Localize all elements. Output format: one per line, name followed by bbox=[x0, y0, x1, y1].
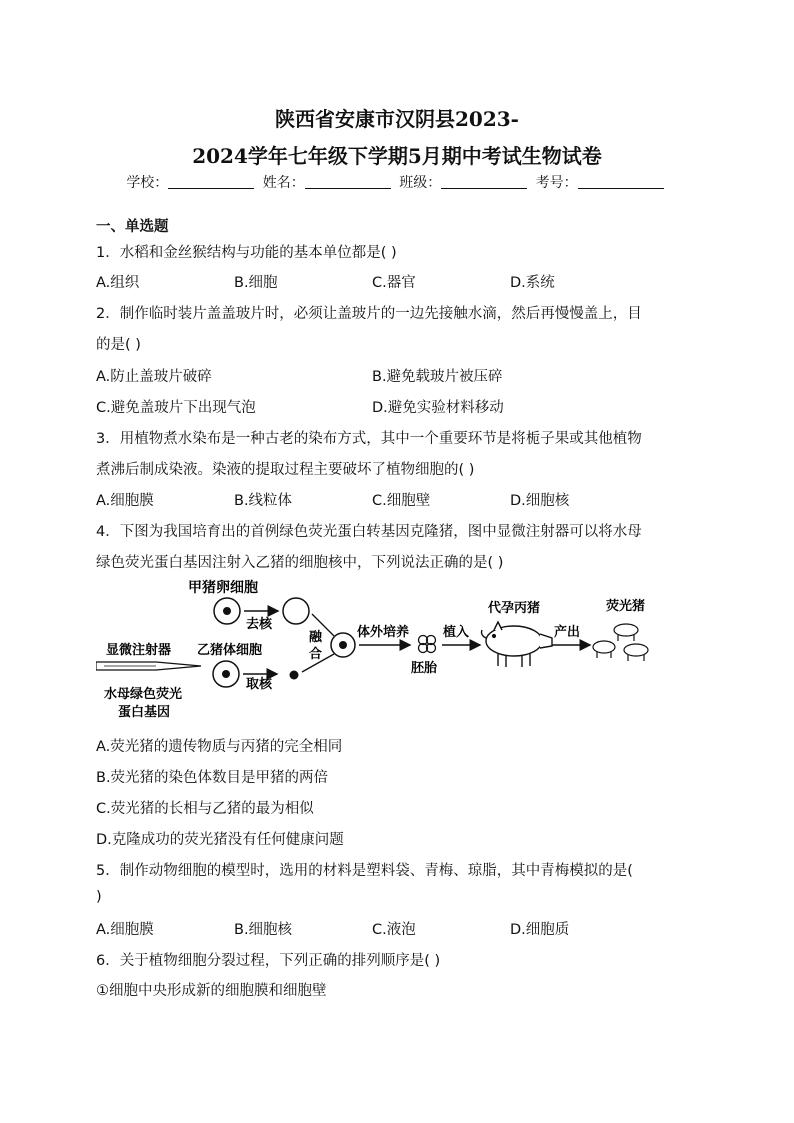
q3-stem-line-1: 3．用植物煮水染布是一种古老的染布方式，其中一个重要环节是将栀子果或其他植物 bbox=[96, 431, 642, 447]
cloning-diagram bbox=[96, 574, 666, 724]
result-label: 荧光猪 bbox=[606, 599, 646, 614]
school-blank[interactable] bbox=[168, 174, 254, 189]
q5-stem-line-1: 5．制作动物细胞的模型时，选用的材料是塑料袋、青梅、琼脂，其中青梅模拟的是( bbox=[96, 863, 633, 879]
student-info bbox=[0, 172, 794, 192]
enucleated-egg bbox=[283, 598, 309, 624]
school-label: 学校： bbox=[126, 175, 169, 191]
q5-option-d[interactable]: D.细胞质 bbox=[510, 922, 570, 938]
name-label: 姓名： bbox=[262, 175, 305, 191]
class-label: 班级： bbox=[399, 175, 442, 191]
extracted-nucleus bbox=[290, 671, 299, 680]
q3-option-b[interactable]: B.线粒体 bbox=[234, 493, 293, 509]
name-blank[interactable] bbox=[305, 174, 391, 189]
q1-option-a[interactable]: A.组织 bbox=[96, 275, 140, 291]
fuse-label-1: 融 bbox=[309, 630, 323, 645]
q2-option-b[interactable]: B.避免载玻片被压碎 bbox=[372, 369, 503, 385]
embryo-icon bbox=[419, 636, 436, 653]
class-blank[interactable] bbox=[441, 174, 527, 189]
exam-no-label: 考号： bbox=[535, 175, 578, 191]
title-line-2: 2024学年七年级下学期5月期中考试生物试卷 bbox=[192, 144, 602, 168]
remove-nucleus-label: 去核 bbox=[246, 617, 273, 632]
egg-cell-label: 甲猪卵细胞 bbox=[188, 580, 258, 596]
q1-stem: 1．水稻和金丝猴结构与功能的基本单位都是( ) bbox=[96, 245, 397, 261]
q5-option-b[interactable]: B.细胞核 bbox=[234, 922, 293, 938]
q2-stem-line-2: 的是( ) bbox=[96, 337, 141, 353]
embryo-label: 胚胎 bbox=[411, 661, 438, 676]
q4-option-b[interactable]: B.荧光猪的染色体数目是甲猪的两倍 bbox=[96, 770, 329, 786]
surrogate-pig-icon bbox=[482, 622, 553, 667]
fused-nucleus bbox=[339, 641, 347, 649]
q6-stem: 6．关于植物细胞分裂过程，下列正确的排列顺序是( ) bbox=[96, 953, 441, 969]
fuse-label-2: 合 bbox=[309, 647, 323, 662]
q4-stem-line-2: 绿色荧光蛋白基因注射入乙猪的细胞核中，下列说法正确的是( ) bbox=[96, 555, 504, 571]
gene-label-line-1: 水母绿色荧光 bbox=[104, 687, 183, 702]
q4-stem-line-1: 4．下图为我国培育出的首例绿色荧光蛋白转基因克隆猪，图中显微注射器可以将水母 bbox=[96, 524, 642, 540]
q2-option-c[interactable]: C.避免盖玻片下出现气泡 bbox=[96, 400, 256, 416]
title-line-1: 陕西省安康市汉阴县2023- bbox=[275, 107, 519, 131]
q2-option-d[interactable]: D.避免实验材料移动 bbox=[372, 400, 504, 416]
body-cell-nucleus bbox=[222, 670, 230, 678]
fluorescent-pigs-icon bbox=[593, 624, 648, 661]
q1-option-d[interactable]: D.系统 bbox=[510, 275, 555, 291]
implant-label: 植入 bbox=[443, 625, 470, 640]
q4-option-a[interactable]: A.荧光猪的遗传物质与丙猪的完全相同 bbox=[96, 739, 343, 755]
q5-option-c[interactable]: C.液泡 bbox=[372, 922, 416, 938]
q3-option-c[interactable]: C.细胞壁 bbox=[372, 493, 431, 509]
egg-nucleus bbox=[223, 607, 231, 615]
q1-option-c[interactable]: C.器官 bbox=[372, 275, 416, 291]
gene-label-line-2: 蛋白基因 bbox=[118, 705, 171, 720]
exam-no-blank[interactable] bbox=[578, 174, 664, 189]
q6-item-1: ①细胞中央形成新的细胞膜和细胞壁 bbox=[96, 983, 327, 999]
body-cell-label: 乙猪体细胞 bbox=[197, 643, 263, 658]
q3-option-a[interactable]: A.细胞膜 bbox=[96, 493, 154, 509]
take-nucleus-label: 取核 bbox=[246, 677, 273, 692]
q5-option-a[interactable]: A.细胞膜 bbox=[96, 922, 154, 938]
injector-label: 显微注射器 bbox=[106, 643, 172, 658]
produce-label: 产出 bbox=[554, 625, 581, 640]
q2-stem-line-1: 2．制作临时装片盖盖玻片时，必须让盖玻片的一边先接触水滴，然后再慢慢盖上，目 bbox=[96, 306, 642, 322]
q4-option-c[interactable]: C.荧光猪的长相与乙猪的最为相似 bbox=[96, 801, 314, 817]
q3-stem-line-2: 煮沸后制成染液。染液的提取过程主要破坏了植物细胞的( ) bbox=[96, 462, 475, 478]
surrogate-label: 代孕丙猪 bbox=[488, 601, 541, 616]
section-heading: 一、单选题 bbox=[96, 219, 169, 235]
q4-option-d[interactable]: D.克隆成功的荧光猪没有任何健康问题 bbox=[96, 832, 344, 848]
q5-stem-line-2: ) bbox=[96, 889, 102, 905]
q1-option-b[interactable]: B.细胞 bbox=[234, 275, 278, 291]
q2-option-a[interactable]: A.防止盖玻片破碎 bbox=[96, 369, 212, 385]
culture-label: 体外培养 bbox=[357, 625, 410, 640]
q3-option-d[interactable]: D.细胞核 bbox=[510, 493, 570, 509]
